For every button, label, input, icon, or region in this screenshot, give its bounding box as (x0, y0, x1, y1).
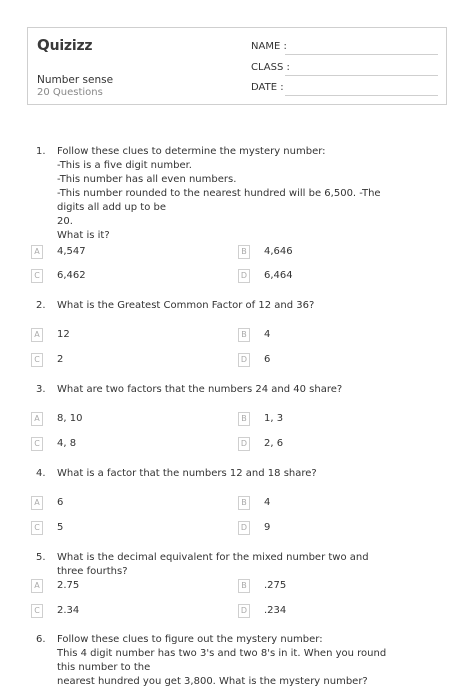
question-text-line: -This is a five digit number. (57, 160, 192, 171)
option-letter-box: D (238, 353, 250, 367)
question-text-line: Follow these clues to determine the mystery number: (57, 146, 326, 157)
question-text (57, 467, 397, 481)
date-line (285, 95, 438, 96)
option-letter-box: C (31, 604, 43, 618)
date-field[interactable] (251, 82, 284, 93)
option-value: 2.75 (57, 580, 80, 591)
question-text-line: What are two factors that the numbers 24 and 40 share? (57, 384, 343, 395)
question-text-line: What is the Greatest Common Factor of 12 and 36? (57, 300, 315, 311)
option-letter-box: A (31, 328, 43, 342)
question-text (57, 633, 397, 689)
class-label: CLASS : (251, 62, 290, 73)
option-value: 2, 6 (264, 438, 284, 449)
option-value: 4,547 (57, 246, 86, 257)
worksheet-header (27, 27, 447, 105)
question-text-line: -This number rounded to the nearest hundred will be 6,500. -The digits all add up to be (57, 188, 381, 213)
option-value: 1, 3 (264, 413, 284, 424)
question-text (57, 383, 397, 397)
option-letter-box: C (31, 521, 43, 535)
option-value: .275 (264, 580, 287, 591)
option-letter-box: D (238, 437, 250, 451)
name-line (285, 54, 438, 55)
option-letter-box: C (31, 269, 43, 283)
class-field[interactable] (251, 62, 290, 73)
option-value: 5 (57, 522, 64, 533)
question-text (57, 299, 397, 313)
name-label: NAME : (251, 41, 287, 52)
option-letter-box: D (238, 269, 250, 283)
option-value: 8, 10 (57, 413, 83, 424)
question-text (57, 145, 397, 243)
question-number: 3. (36, 384, 46, 395)
worksheet-title: Number sense (37, 74, 114, 86)
option-letter-box: A (31, 496, 43, 510)
question-number: 5. (36, 552, 46, 563)
option-letter-box: B (238, 245, 250, 259)
option-letter-box: B (238, 496, 250, 510)
question-text-line: Follow these clues to figure out the mystery number: (57, 634, 323, 645)
question-text-line: What is a factor that the numbers 12 and 18 share? (57, 468, 317, 479)
option-letter-box: C (31, 353, 43, 367)
option-value: 6,462 (57, 270, 86, 281)
option-value: 6 (57, 497, 64, 508)
question-number: 1. (36, 146, 46, 157)
option-value: 4 (264, 329, 271, 340)
option-value: 12 (57, 329, 70, 340)
option-letter-box: D (238, 604, 250, 618)
option-letter-box: B (238, 579, 250, 593)
option-letter-box: B (238, 412, 250, 426)
option-letter-box: A (31, 412, 43, 426)
option-letter-box: A (31, 245, 43, 259)
option-value: 6 (264, 354, 271, 365)
option-value: 9 (264, 522, 271, 533)
option-letter-box: A (31, 579, 43, 593)
date-label: DATE : (251, 82, 284, 93)
question-text-line: -This number has all even numbers. (57, 174, 237, 185)
question-text-line: What is the decimal equivalent for the mixed number two and three fourths? (57, 552, 369, 577)
option-value: 2 (57, 354, 64, 365)
option-value: 4 (264, 497, 271, 508)
question-count: 20 Questions (37, 87, 103, 98)
question-text (57, 551, 397, 579)
option-value: .234 (264, 605, 287, 616)
quizizz-logo: Quizizz (37, 36, 93, 54)
question-text-line: nearest hundred you get 3,800. What is the mystery number? (57, 676, 368, 687)
option-letter-box: C (31, 437, 43, 451)
class-line (285, 75, 438, 76)
question-text-line: This 4 digit number has two 3's and two 8's in it. When you round this number to the (57, 648, 387, 673)
option-value: 4, 8 (57, 438, 77, 449)
option-value: 6,464 (264, 270, 293, 281)
question-text-line: 20. (57, 216, 73, 227)
option-letter-box: B (238, 328, 250, 342)
question-number: 4. (36, 468, 46, 479)
question-number: 2. (36, 300, 46, 311)
option-value: 4,646 (264, 246, 293, 257)
option-letter-box: D (238, 521, 250, 535)
name-field[interactable] (251, 41, 287, 52)
option-value: 2.34 (57, 605, 80, 616)
question-text-line: What is it? (57, 230, 110, 241)
question-number: 6. (36, 634, 46, 645)
